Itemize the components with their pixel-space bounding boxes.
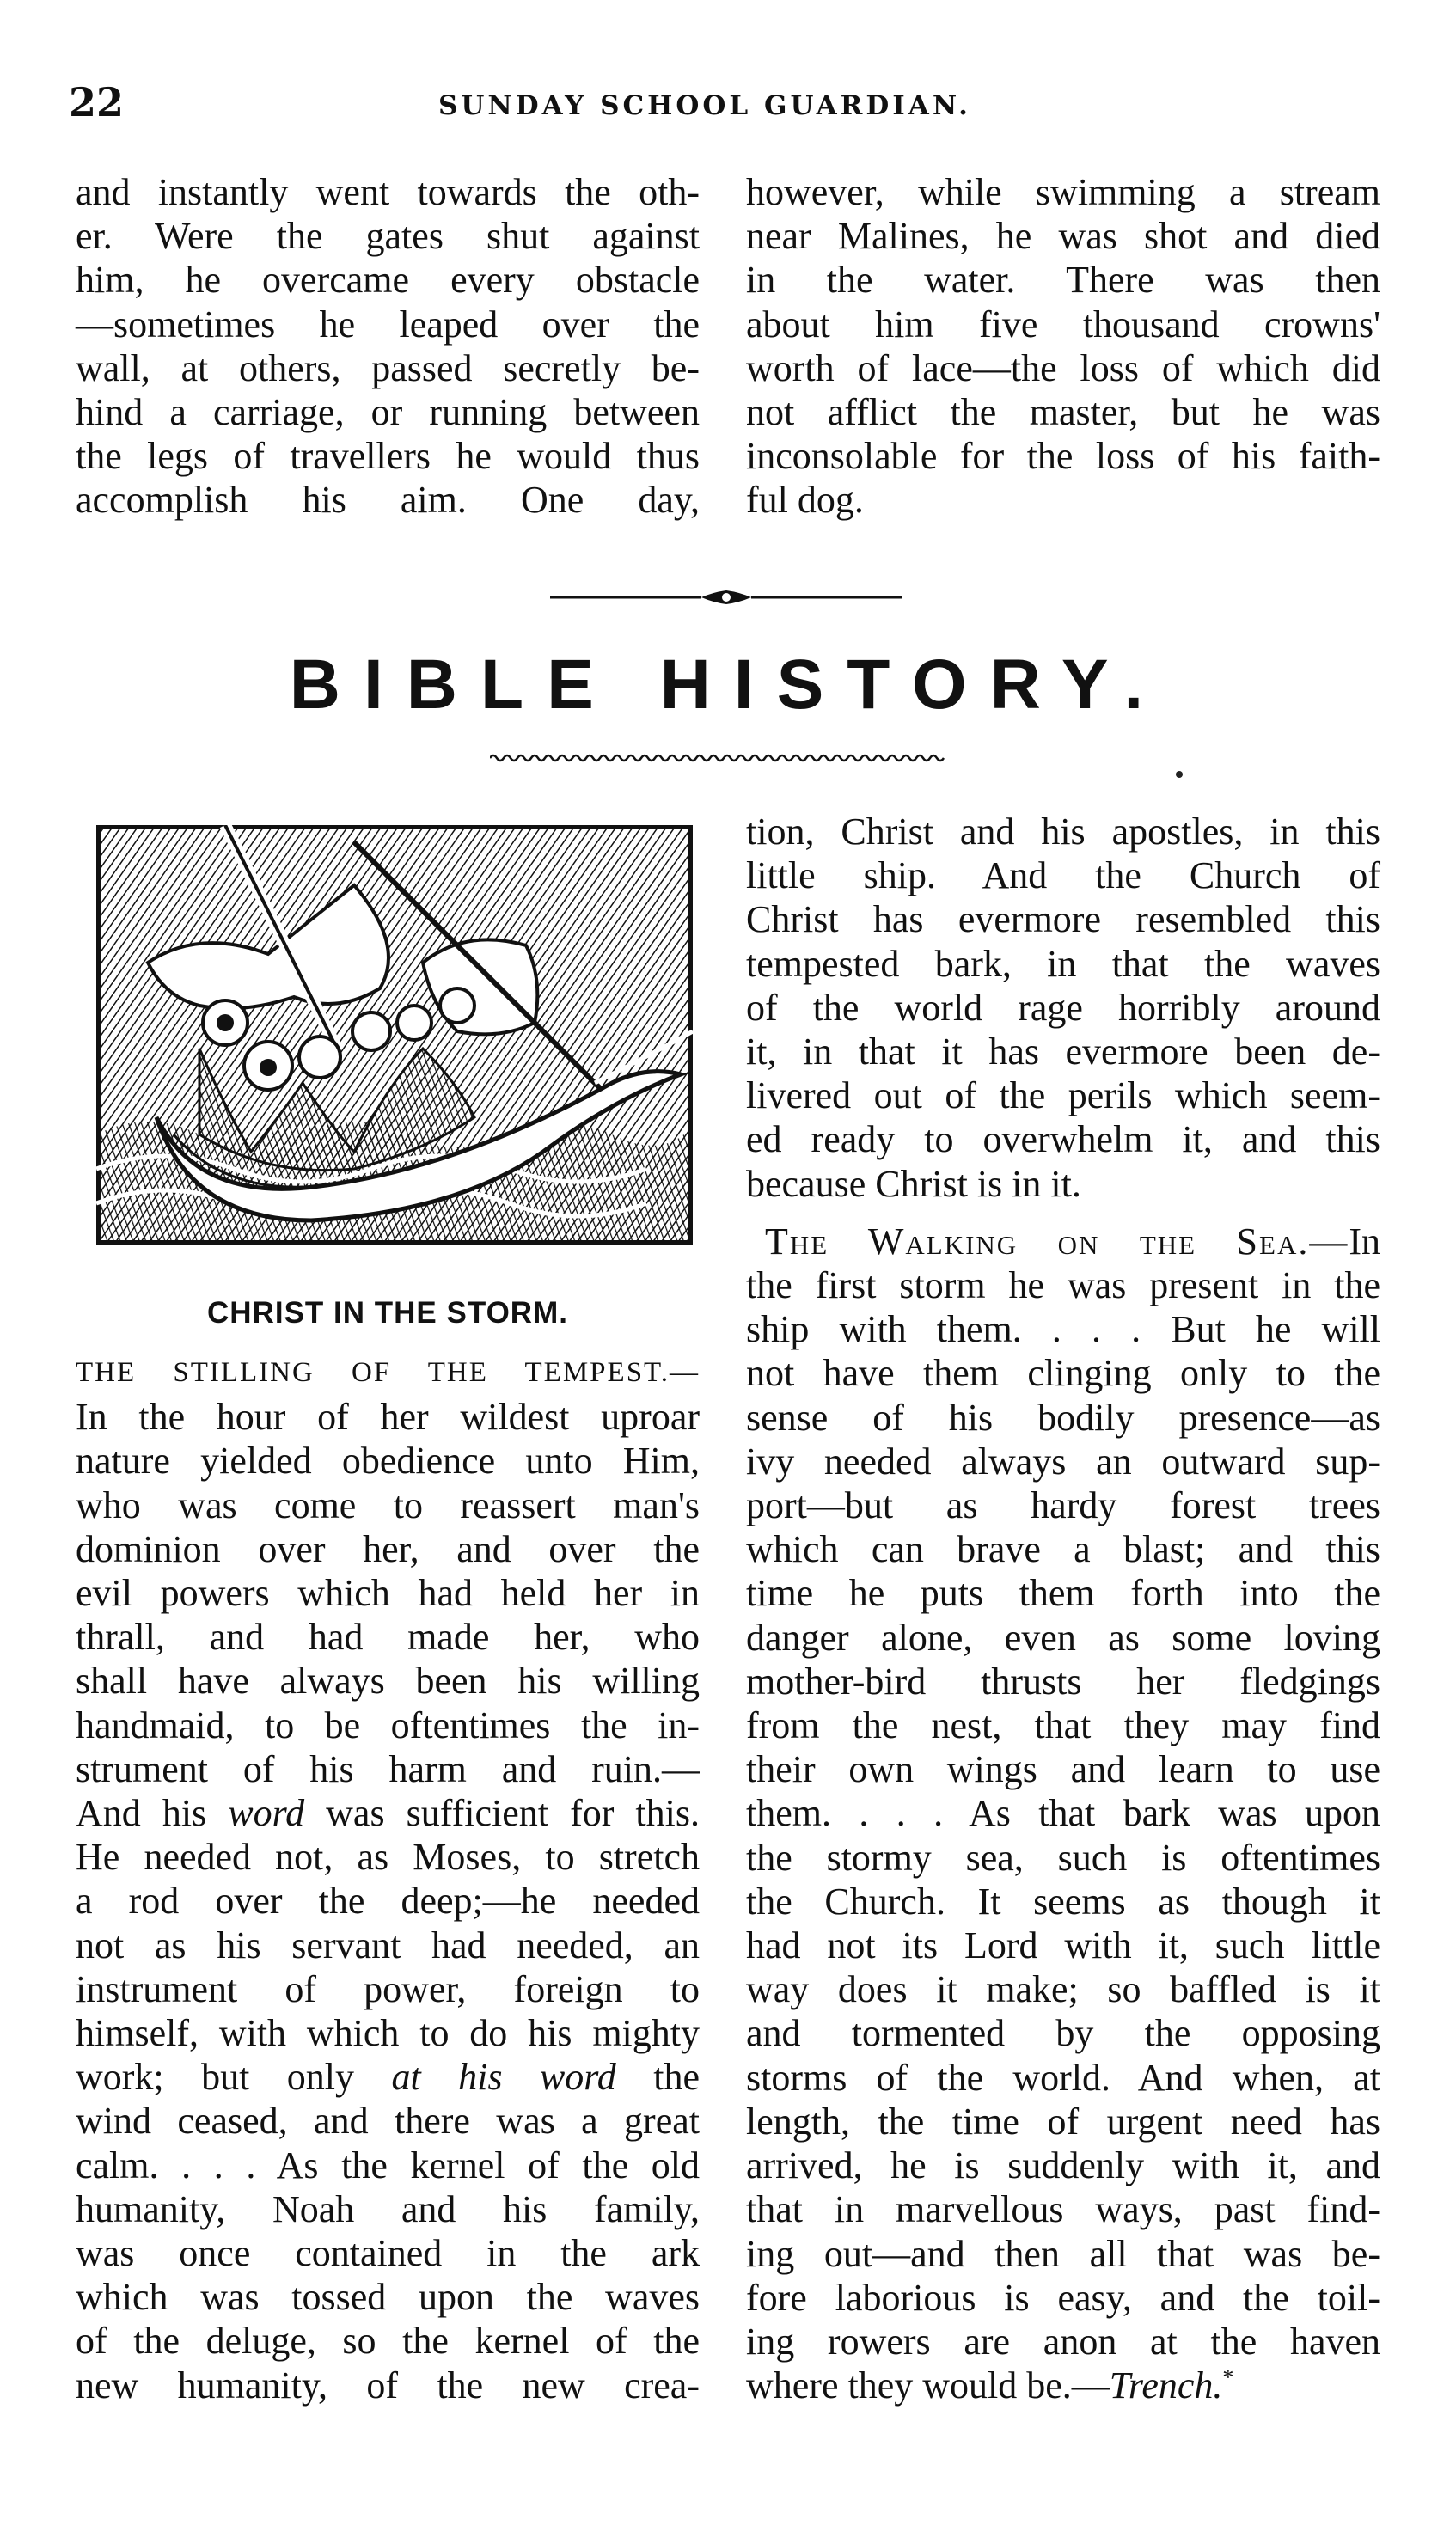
text-line: had not its Lord with it, such little (746, 1924, 1380, 1967)
text-line: of the deluge, so the kernel of the (76, 2320, 700, 2363)
text-line: Christ has evermore resembled this (746, 898, 1380, 941)
text-line: which was tossed upon the waves (76, 2276, 700, 2319)
text-line: fore laborious is easy, and the toil- (746, 2276, 1380, 2319)
text-line: however, while swimming a stream (746, 171, 1380, 213)
illustration-caption: CHRIST IN THE STORM. (207, 1296, 568, 1330)
text-line: ing out—and then all that was be- (746, 2232, 1380, 2275)
text-line: little ship. And the Church of (746, 854, 1380, 897)
article-continued-left-text (76, 170, 700, 523)
text-line: not as his servant had needed, an (76, 1923, 700, 1966)
text-line (76, 2055, 700, 2099)
walking-heading: The Walking on the Sea.— (765, 1220, 1349, 1263)
footnote-mark: * (1222, 2364, 1234, 2390)
text-line: danger alone, even as some loving (746, 1616, 1380, 1659)
text-line: port—but as hardy forest trees (746, 1484, 1380, 1527)
text-fragment: was sufficient for this. (304, 1792, 700, 1835)
text-line: tempested bark, in that the waves (746, 942, 1380, 985)
text-line: ed ready to overwhelm it, and this (746, 1118, 1380, 1161)
text-line: calm. . . . As the kernel of the old (76, 2144, 700, 2186)
text-line: instrument of power, foreign to (76, 1967, 700, 2010)
text-line: length, the time of urgent need has (746, 2100, 1380, 2143)
text-line: not have them clinging only to the (746, 1352, 1380, 1395)
text-line: arrived, he is suddenly with it, and (746, 2144, 1380, 2187)
text-line: the legs of travellers he would thus (76, 435, 700, 478)
text-line: livered out of the perils which seem- (746, 1074, 1380, 1117)
text-line: himself, with which to do his mighty (76, 2012, 700, 2055)
text-line: wind ceased, and there was a great (76, 2100, 700, 2143)
text-line: which can brave a blast; and this (746, 1528, 1380, 1571)
text-line (76, 1347, 700, 1395)
text-line: tion, Christ and his apostles, in this (746, 810, 1380, 853)
text-line: their own wings and learn to use (746, 1748, 1380, 1791)
text-line: evil powers which had held her in (76, 1572, 700, 1615)
text-line: worth of lace—the loss of which did (746, 346, 1380, 389)
text-line: a rod over the deep;—he needed (76, 1880, 700, 1923)
wavy-rule (490, 749, 945, 767)
text-line: way does it make; so baffled is it (746, 1968, 1380, 2011)
text-line: In the hour of her wildest uproar (76, 1396, 700, 1439)
text-line: new humanity, of the new crea- (76, 2364, 700, 2407)
article-continued-right-text (746, 170, 1380, 523)
text-line: dominion over her, and over the (76, 1527, 700, 1570)
emphasis-at-his-word: at his word (391, 2056, 616, 2099)
text-line: it, in that it has evermore been de- (746, 1030, 1380, 1073)
text-fragment: And his (76, 1792, 229, 1835)
text-line: mother-bird thrusts her fledgings (746, 1660, 1380, 1703)
text-line: and tormented by the opposing (746, 2012, 1380, 2055)
text-line: shall have always been his willing (76, 1660, 700, 1703)
text-line: about him five thousand crowns' (746, 303, 1380, 346)
text-line: who was come to reassert man's (76, 1483, 700, 1526)
text-line (746, 1220, 1380, 1263)
woodcut-boat-in-storm-icon (96, 825, 693, 1245)
text-line (746, 2364, 1380, 2407)
text-line: near Malines, he was shot and died (746, 215, 1380, 258)
text-line (76, 1791, 700, 1835)
text-line: thrall, and had made her, who (76, 1616, 700, 1659)
text-line: sense of his bodily presence—as (746, 1396, 1380, 1439)
text-line: He needed not, as Moses, to stretch (76, 1836, 700, 1879)
text-line: the Church. It seems as though it (746, 1880, 1380, 1923)
text-line: the first storm he was present in the (746, 1264, 1380, 1307)
text-line: accomplish his aim. One day, (76, 479, 700, 522)
ink-speck (1176, 771, 1183, 778)
text-line: nature yielded obedience unto Him, (76, 1440, 700, 1483)
text-line: from the nest, that they may find (746, 1704, 1380, 1747)
text-line: and instantly went towards the oth- (76, 171, 700, 213)
text-line: ivy needed always an outward sup- (746, 1440, 1380, 1483)
text-line: them. . . . As that bark was upon (746, 1792, 1380, 1835)
text-line: ing rowers are anon at the haven (746, 2320, 1380, 2363)
walking-on-the-sea-text (746, 1220, 1380, 2407)
article-continued-left-column (76, 170, 700, 523)
ornamental-rule (550, 587, 902, 608)
text-line: time he puts them forth into the (746, 1572, 1380, 1615)
text-line: handmaid, to be oftentimes the in- (76, 1703, 700, 1746)
text-line: inconsolable for the loss of his faith- (746, 435, 1380, 478)
text-fragment: In (1349, 1220, 1380, 1263)
text-line: ful dog. (746, 479, 864, 522)
text-line: of the world rage horribly around (746, 986, 1380, 1029)
text-line: the stormy sea, such is oftentimes (746, 1836, 1380, 1879)
emphasis-word: word (228, 1792, 305, 1835)
attribution: Trench. (1109, 2364, 1223, 2407)
text-fragment: where they would be.— (746, 2364, 1110, 2407)
text-line: was once contained in the ark (76, 2232, 700, 2275)
text-line: not afflict the master, but he was (746, 391, 1380, 434)
text-line: —sometimes he leaped over the (76, 303, 700, 346)
text-line: in the water. There was then (746, 259, 1380, 302)
stilling-of-the-tempest-column (76, 1347, 700, 2407)
text-line: wall, at others, passed secretly be- (76, 346, 700, 389)
text-line: hind a carriage, or running between (76, 391, 700, 434)
text-line: that in marvellous ways, past find- (746, 2188, 1380, 2231)
stilling-of-the-tempest-text (76, 1347, 700, 2407)
text-fragment: the (615, 2056, 700, 2099)
text-line: him, he overcame every obstacle (76, 259, 700, 302)
text-line: because Christ is in it. (746, 1162, 1081, 1205)
paragraph-gap (746, 1206, 1380, 1220)
text-line: er. Were the gates shut against (76, 215, 700, 258)
text-line: storms of the world. And when, at (746, 2056, 1380, 2099)
bible-history-right-column (746, 810, 1380, 2407)
stilling-continuation-text (746, 810, 1380, 1206)
text-line: strument of his harm and ruin.— (76, 1747, 700, 1790)
text-fragment: work; but only (76, 2056, 392, 2099)
page-number: 22 (69, 79, 125, 125)
article-continued-right-column (746, 170, 1380, 523)
running-title: SUNDAY SCHOOL GUARDIAN. (438, 90, 971, 121)
section-title: BIBLE HISTORY. (289, 645, 1167, 724)
text-line: humanity, Noah and his family, (76, 2187, 700, 2230)
text-line: ship with them. . . . But he will (746, 1308, 1380, 1351)
stilling-heading: THE STILLING OF THE TEMPEST.— (76, 1357, 700, 1388)
